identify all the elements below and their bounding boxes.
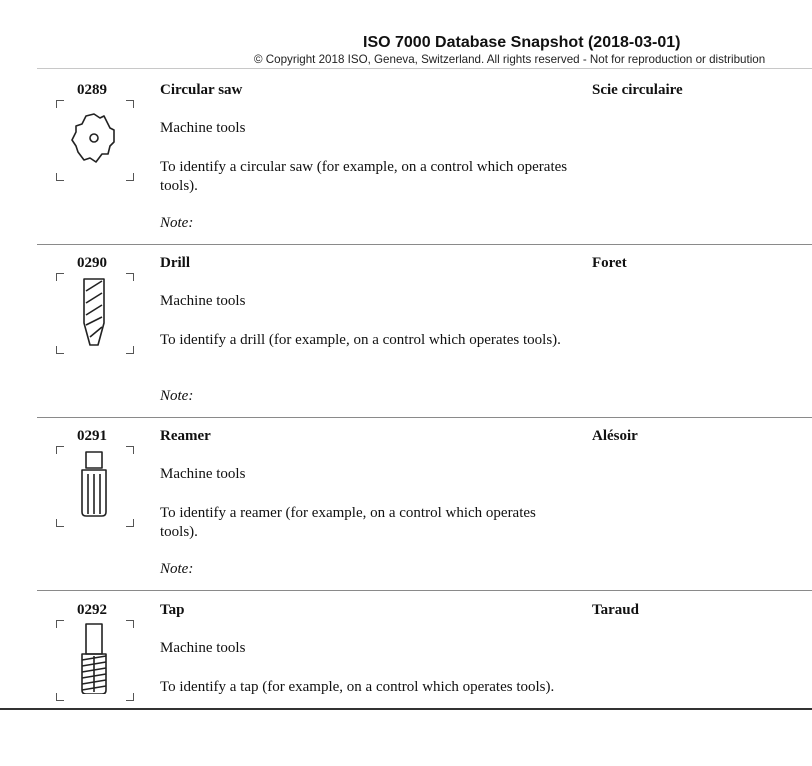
crop-mark xyxy=(56,273,64,281)
header-divider xyxy=(37,68,812,69)
crop-mark xyxy=(126,446,134,454)
symbol-note: Note: xyxy=(160,388,194,404)
symbol-entry xyxy=(0,418,812,592)
symbol-description: To identify a tap (for example, on a control which operates tools). xyxy=(160,679,555,695)
symbol-description: To identify a reamer (for example, on a control which operates tools). xyxy=(160,505,536,540)
symbol-description: To identify a drill (for example, on a control which operates tools). xyxy=(160,332,561,348)
symbol-category: Machine tools xyxy=(160,640,246,656)
crop-mark xyxy=(126,273,134,281)
symbol-name-french: Taraud xyxy=(592,602,639,618)
symbol-name: Drill xyxy=(160,255,190,271)
circular-saw-icon xyxy=(64,102,124,174)
symbol-category: Machine tools xyxy=(160,293,246,309)
crop-mark xyxy=(126,693,134,701)
page-bottom-edge xyxy=(0,708,812,710)
symbol-number: 0291 xyxy=(77,428,107,444)
crop-mark xyxy=(56,693,64,701)
symbol-number: 0289 xyxy=(77,82,107,98)
page-header xyxy=(0,0,812,70)
symbol-name: Reamer xyxy=(160,428,211,444)
symbol-entry xyxy=(0,245,812,419)
symbol-category: Machine tools xyxy=(160,120,246,136)
drill-icon xyxy=(64,275,124,347)
reamer-icon xyxy=(64,448,124,520)
symbol-name: Circular saw xyxy=(160,82,243,98)
symbol-entry xyxy=(0,72,812,246)
crop-mark xyxy=(56,446,64,454)
entry-divider xyxy=(37,590,812,591)
symbol-name-french: Foret xyxy=(592,255,627,271)
crop-mark xyxy=(56,620,64,628)
symbol-category: Machine tools xyxy=(160,466,246,482)
crop-mark xyxy=(126,620,134,628)
symbol-number: 0290 xyxy=(77,255,107,271)
crop-mark xyxy=(126,100,134,108)
symbol-name: Tap xyxy=(160,602,185,618)
symbol-description: To identify a circular saw (for example, on a control which operates tools). xyxy=(160,159,568,194)
symbol-note: Note: xyxy=(160,215,194,231)
crop-mark xyxy=(56,100,64,108)
crop-mark xyxy=(126,346,134,354)
symbol-note: Note: xyxy=(160,561,194,577)
symbol-entry xyxy=(0,592,812,766)
document-title: ISO 7000 Database Snapshot (2018-03-01) xyxy=(363,34,681,51)
crop-mark xyxy=(56,519,64,527)
crop-mark xyxy=(126,173,134,181)
crop-mark xyxy=(126,519,134,527)
tap-icon xyxy=(64,622,124,694)
crop-mark xyxy=(56,173,64,181)
copyright-notice: © Copyright 2018 ISO, Geneva, Switzerland. All rights reserved - Not for reproduction or distribution xyxy=(254,53,766,66)
symbol-name-french: Scie circulaire xyxy=(592,82,683,98)
crop-mark xyxy=(56,346,64,354)
symbol-name-french: Alésoir xyxy=(592,428,638,444)
symbol-number: 0292 xyxy=(77,602,107,618)
